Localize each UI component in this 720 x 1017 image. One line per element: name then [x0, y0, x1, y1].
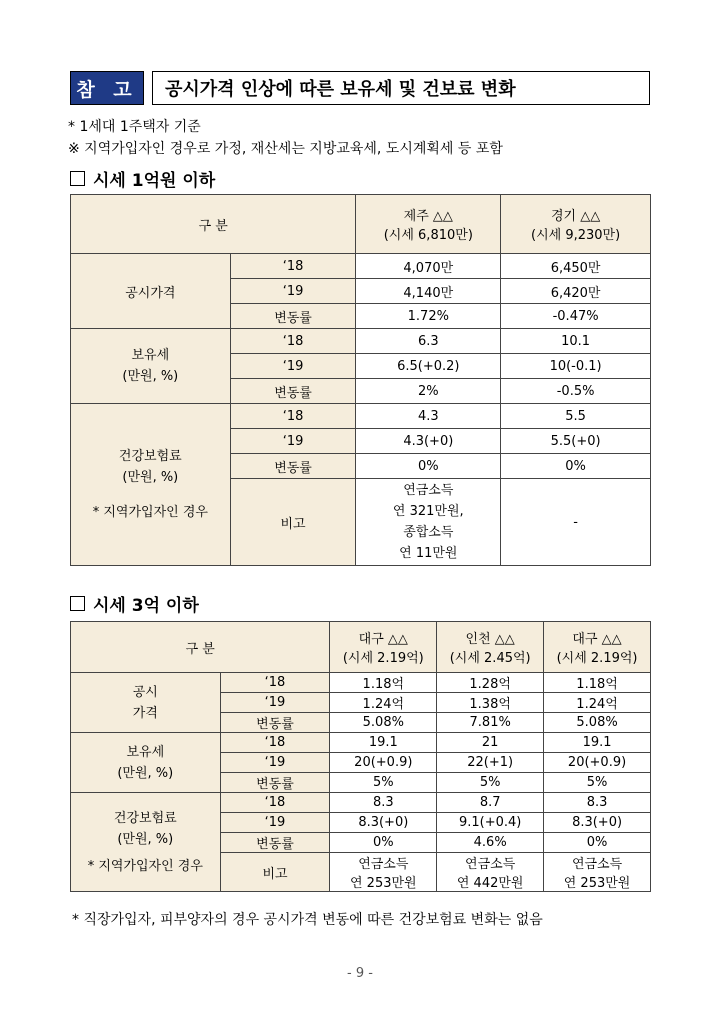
row-label: ‘18 [220, 673, 330, 693]
row-label: ‘18 [230, 404, 356, 429]
table-row [71, 793, 651, 813]
section-header [70, 71, 650, 105]
table-cell: 0% [356, 454, 501, 479]
table-cell: 22(+1) [437, 753, 544, 773]
table-cell: 0% [330, 833, 437, 853]
remark-cell: 연금소득 연 253만원 [330, 853, 437, 892]
row-label: ‘18 [230, 254, 356, 279]
table-cell: -0.5% [501, 379, 651, 404]
group-label-tax: 보유세 (만원, %) [71, 733, 221, 793]
table-cell: 5.08% [544, 713, 651, 733]
section2-heading [70, 591, 199, 616]
table-under-100m [70, 194, 651, 566]
row-label: 변동률 [230, 454, 356, 479]
row-label: 변동률 [220, 713, 330, 733]
table-row [71, 673, 651, 693]
table-cell: 4,140만 [356, 279, 501, 304]
table-cell: 19.1 [544, 733, 651, 753]
section2-title: 시세 3억 이하 [93, 596, 199, 616]
note-assumption: ※ 지역가입자인 경우로 가정, 재산세는 지방교육세, 도시계획세 등 포함 [68, 141, 503, 157]
table-cell: 1.18억 [330, 673, 437, 693]
header-col1: 제주 △△ (시세 6,810만) [356, 195, 501, 254]
table-cell: 5% [544, 773, 651, 793]
table-cell: 8.3 [330, 793, 437, 813]
table-cell: 4,070만 [356, 254, 501, 279]
group-label-insurance: 건강보험료 (만원, %) * 지역가입자인 경우 [71, 793, 221, 892]
table-cell: 8.3 [544, 793, 651, 813]
table-row [71, 404, 651, 429]
header-category: 구 분 [71, 622, 330, 673]
row-label: 변동률 [230, 304, 356, 329]
table-cell: 4.6% [437, 833, 544, 853]
table-header-row [71, 195, 651, 254]
table-cell: 1.18억 [544, 673, 651, 693]
table-cell: 10(-0.1) [501, 354, 651, 379]
table-cell: 5.5(+0) [501, 429, 651, 454]
header-col3: 대구 △△ (시세 2.19억) [544, 622, 651, 673]
table-cell: 1.28억 [437, 673, 544, 693]
page-title: 공시가격 인상에 따른 보유세 및 건보료 변화 [152, 71, 650, 105]
table-under-300m [70, 621, 651, 892]
table-cell: 8.3(+0) [330, 813, 437, 833]
table-cell: 6,450만 [501, 254, 651, 279]
table-cell: 5% [437, 773, 544, 793]
table-cell: 21 [437, 733, 544, 753]
page-number: - 9 - [347, 966, 373, 981]
row-label: ‘19 [220, 813, 330, 833]
row-label: ‘19 [230, 429, 356, 454]
table-cell: 5.5 [501, 404, 651, 429]
row-label: 비고 [220, 853, 330, 892]
table-cell: 19.1 [330, 733, 437, 753]
table-row [71, 329, 651, 354]
table-cell: 1.24억 [544, 693, 651, 713]
table-cell: 1.24억 [330, 693, 437, 713]
table-cell: 0% [501, 454, 651, 479]
reference-tag: 참 고 [70, 71, 144, 105]
table-cell: 8.3(+0) [544, 813, 651, 833]
group-label-price: 공시 가격 [71, 673, 221, 733]
table-cell: 4.3(+0) [356, 429, 501, 454]
table-cell: 5.08% [330, 713, 437, 733]
row-label: ‘19 [230, 279, 356, 304]
table-row [71, 254, 651, 279]
checkbox-icon [70, 596, 85, 611]
header-col2: 인천 △△ (시세 2.45억) [437, 622, 544, 673]
table-cell: - [501, 479, 651, 566]
table-cell: 2% [356, 379, 501, 404]
table-cell: 6.3 [356, 329, 501, 354]
row-label: 비고 [230, 479, 356, 566]
row-label: 변동률 [230, 379, 356, 404]
remark-cell: 연금소득 연 321만원, 종합소득 연 11만원 [356, 479, 501, 566]
table-cell: 7.81% [437, 713, 544, 733]
row-label: ‘18 [220, 793, 330, 813]
section1-title: 시세 1억원 이하 [93, 171, 216, 191]
table-cell: 6.5(+0.2) [356, 354, 501, 379]
table-cell: -0.47% [501, 304, 651, 329]
table-cell: 9.1(+0.4) [437, 813, 544, 833]
table-cell: 1.38억 [437, 693, 544, 713]
table-cell: 1.72% [356, 304, 501, 329]
remark-cell: 연금소득 연 442만원 [437, 853, 544, 892]
group-label-insurance: 건강보험료 (만원, %) * 지역가입자인 경우 [71, 404, 231, 566]
row-label: ‘19 [220, 693, 330, 713]
table-cell: 20(+0.9) [544, 753, 651, 773]
row-label: 변동률 [220, 833, 330, 853]
table-cell: 0% [544, 833, 651, 853]
section1-heading [70, 166, 215, 191]
checkbox-icon [70, 171, 85, 186]
row-label: ‘18 [230, 329, 356, 354]
table-cell: 4.3 [356, 404, 501, 429]
table-header-row [71, 622, 651, 673]
table-cell: 8.7 [437, 793, 544, 813]
remark-cell: 연금소득 연 253만원 [544, 853, 651, 892]
row-label: 변동률 [220, 773, 330, 793]
note-basis: * 1세대 1주택자 기준 [68, 119, 201, 135]
group-label-tax: 보유세 (만원, %) [71, 329, 231, 404]
table-cell: 20(+0.9) [330, 753, 437, 773]
header-col1: 대구 △△ (시세 2.19억) [330, 622, 437, 673]
table-cell: 5% [330, 773, 437, 793]
table-cell: 10.1 [501, 329, 651, 354]
row-label: ‘18 [220, 733, 330, 753]
row-label: ‘19 [230, 354, 356, 379]
group-label-price: 공시가격 [71, 254, 231, 329]
header-category: 구 분 [71, 195, 356, 254]
row-label: ‘19 [220, 753, 330, 773]
table-cell: 6,420만 [501, 279, 651, 304]
header-col2: 경기 △△ (시세 9,230만) [501, 195, 651, 254]
footnote: * 직장가입자, 피부양자의 경우 공시가격 변동에 따른 건강보험료 변화는 없음 [72, 912, 543, 928]
table-row [71, 733, 651, 753]
